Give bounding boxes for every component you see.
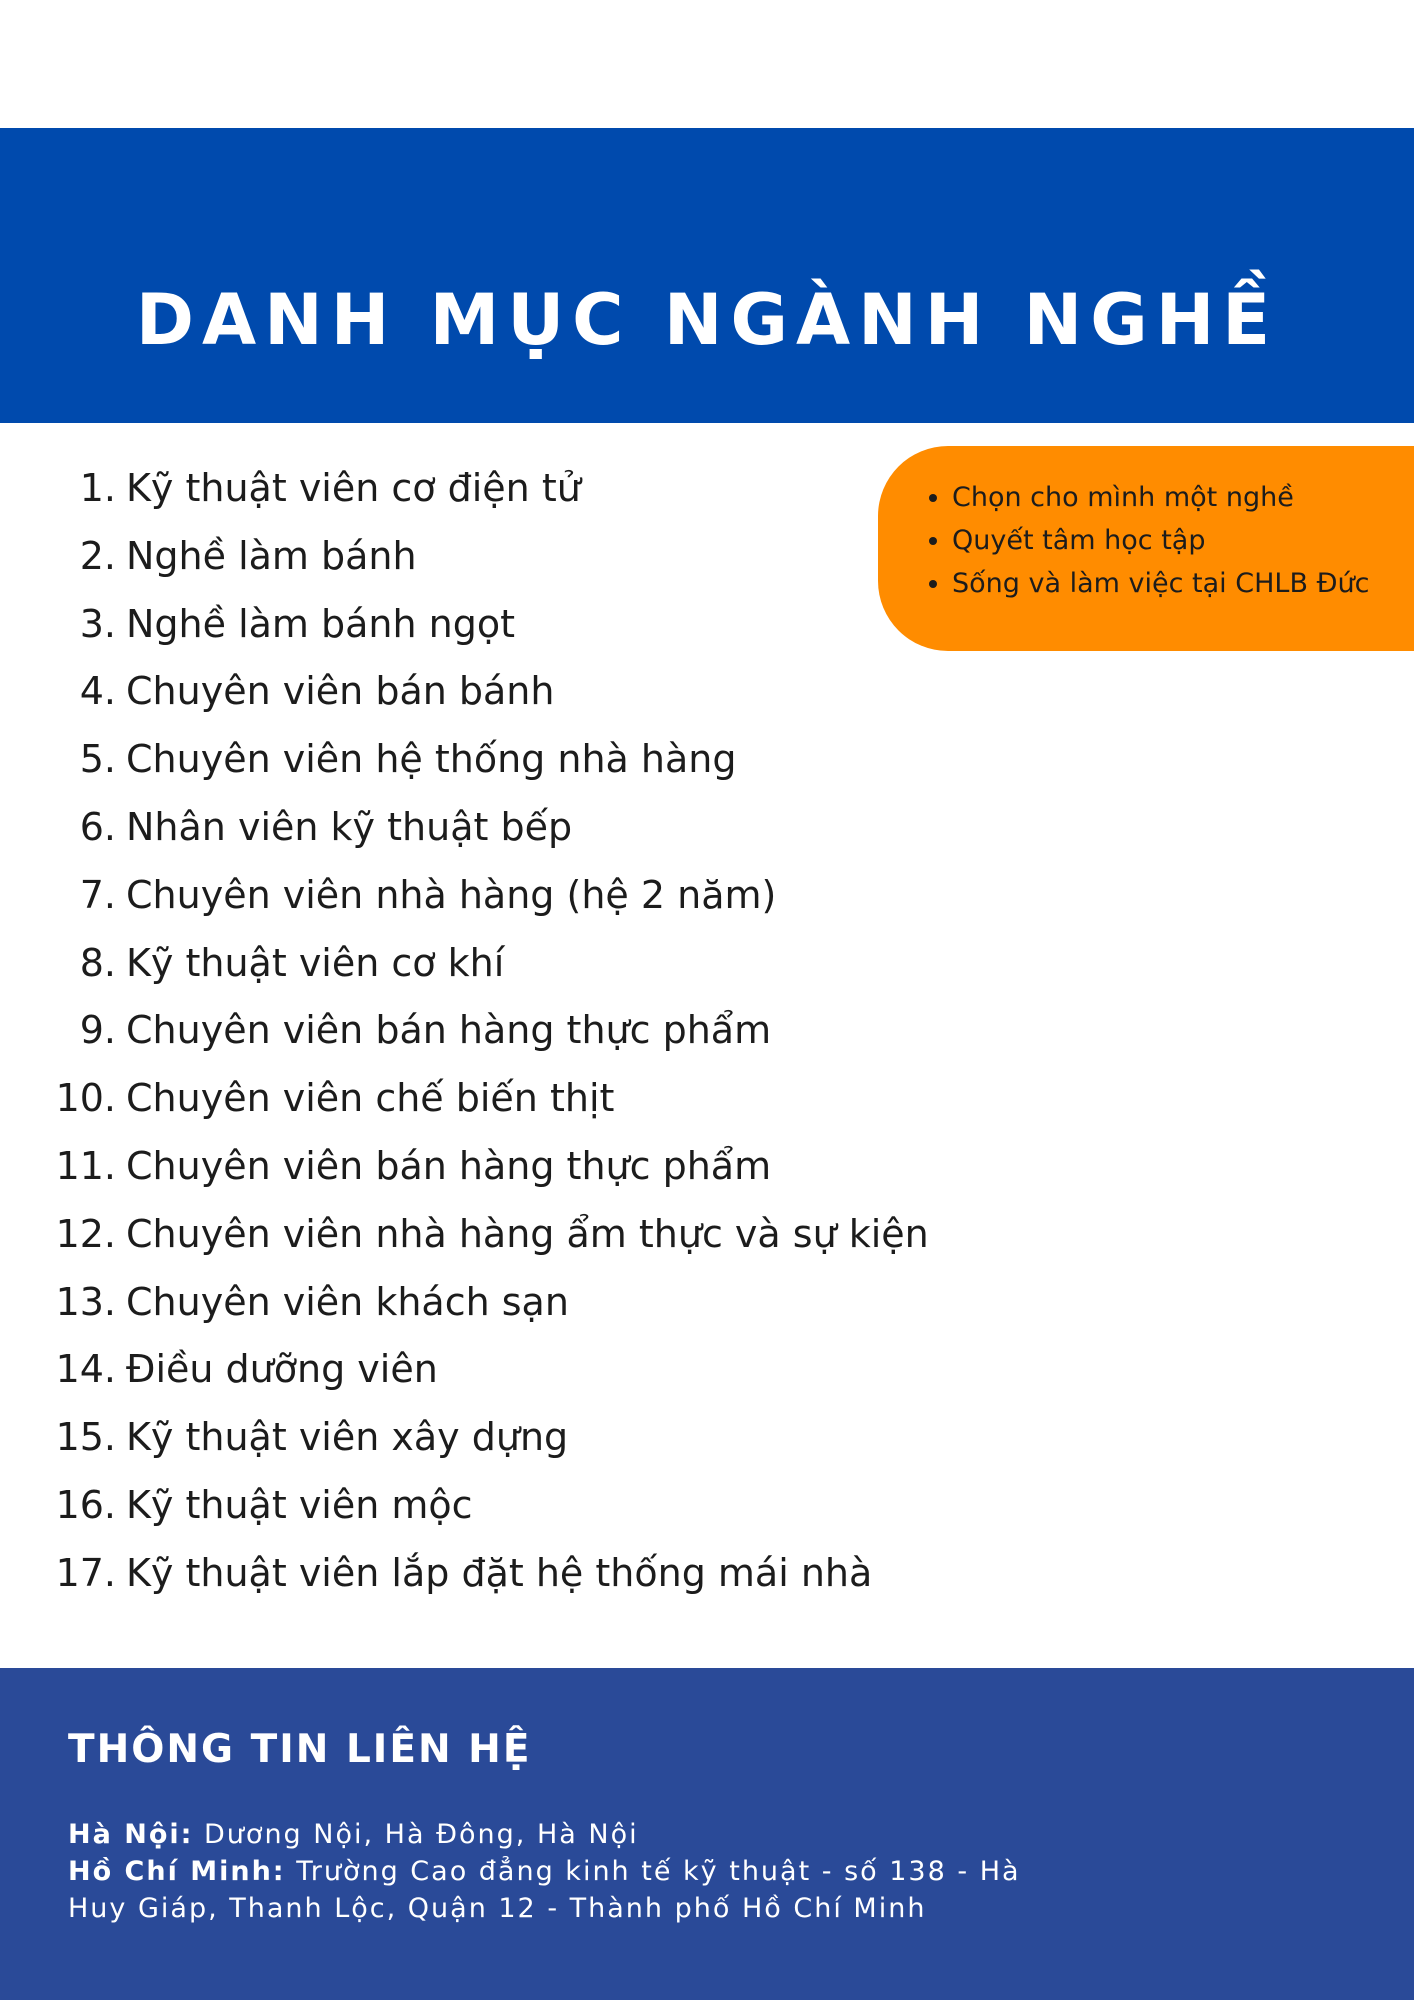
item-label: Chuyên viên bán hàng thực phẩm	[126, 1008, 772, 1053]
motto-item: • Quyết tâm học tập	[952, 519, 1414, 562]
item-label: Chuyên viên nhà hàng ẩm thực và sự kiện	[126, 1211, 929, 1256]
item-number: 11.	[55, 1143, 116, 1188]
contact-hcm	[68, 1853, 1068, 1927]
hanoi-label: Hà Nội:	[68, 1819, 194, 1850]
contact-title: THÔNG TIN LIÊN HỆ	[68, 1727, 532, 1772]
page-title: DANH MỤC NGÀNH NGHỀ	[135, 279, 1279, 361]
item-label: Kỹ thuật viên lắp đặt hệ thống mái nhà	[126, 1550, 873, 1595]
item-number: 5.	[79, 737, 116, 782]
list-item	[40, 1269, 1040, 1337]
motto-item: • Sống và làm việc tại CHLB Đức	[952, 562, 1414, 605]
list-item	[40, 1133, 1040, 1201]
item-number: 17.	[55, 1550, 116, 1595]
item-number: 6.	[79, 804, 116, 849]
hcm-label: Hồ Chí Minh:	[68, 1856, 286, 1887]
list-item	[40, 1201, 1040, 1269]
list-item	[40, 930, 1040, 998]
item-number: 10.	[55, 1076, 116, 1121]
contact-details	[68, 1816, 1068, 1927]
item-number: 14.	[55, 1347, 116, 1392]
list-item	[40, 862, 1040, 930]
item-label: Chuyên viên chế biến thịt	[126, 1076, 615, 1121]
list-item	[40, 1404, 1040, 1472]
hcm-address: Trường Cao đẳng kinh tế kỹ thuật - số 138 - Hà Huy Giáp, Thanh Lộc, Quận 12 - Thành phố Hồ Chí Minh	[68, 1856, 1021, 1924]
list-item	[40, 591, 1040, 659]
item-label: Kỹ thuật viên cơ điện tử	[126, 466, 581, 510]
hanoi-address: Dương Nội, Hà Đông, Hà Nội	[204, 1819, 639, 1850]
item-number: 16.	[55, 1482, 116, 1527]
item-label: Chuyên viên bán bánh	[126, 669, 555, 714]
item-label: Nghề làm bánh	[126, 533, 417, 578]
list-item	[40, 1065, 1040, 1133]
item-number: 3.	[79, 601, 116, 646]
item-label: Điều dưỡng viên	[126, 1347, 438, 1392]
item-label: Chuyên viên hệ thống nhà hàng	[126, 737, 737, 782]
item-label: Chuyên viên bán hàng thực phẩm	[126, 1143, 772, 1188]
list-item	[40, 455, 1040, 523]
career-list	[40, 455, 1040, 1608]
list-item	[40, 726, 1040, 794]
item-number: 7.	[79, 872, 116, 917]
list-item	[40, 997, 1040, 1065]
item-number: 1.	[79, 466, 116, 510]
item-label: Kỹ thuật viên cơ khí	[126, 940, 505, 985]
item-number: 4.	[79, 669, 116, 714]
list-item	[40, 1472, 1040, 1540]
contact-hanoi	[68, 1816, 1068, 1853]
list-item	[40, 523, 1040, 591]
item-label: Chuyên viên khách sạn	[126, 1279, 569, 1324]
list-item	[40, 794, 1040, 862]
list-item	[40, 1540, 1040, 1608]
item-number: 12.	[55, 1211, 116, 1256]
item-label: Kỹ thuật viên mộc	[126, 1482, 473, 1527]
list-item	[40, 658, 1040, 726]
item-number: 8.	[79, 940, 116, 985]
item-number: 13.	[55, 1279, 116, 1324]
item-number: 9.	[79, 1008, 116, 1053]
list-item	[40, 1336, 1040, 1404]
item-label: Nhân viên kỹ thuật bếp	[126, 804, 573, 849]
item-number: 15.	[55, 1415, 116, 1460]
motto-item: • Chọn cho mình một nghề	[952, 476, 1414, 519]
item-label: Kỹ thuật viên xây dựng	[126, 1415, 569, 1460]
item-number: 2.	[79, 533, 116, 578]
item-label: Chuyên viên nhà hàng (hệ 2 năm)	[126, 872, 777, 917]
item-label: Nghề làm bánh ngọt	[126, 601, 516, 646]
